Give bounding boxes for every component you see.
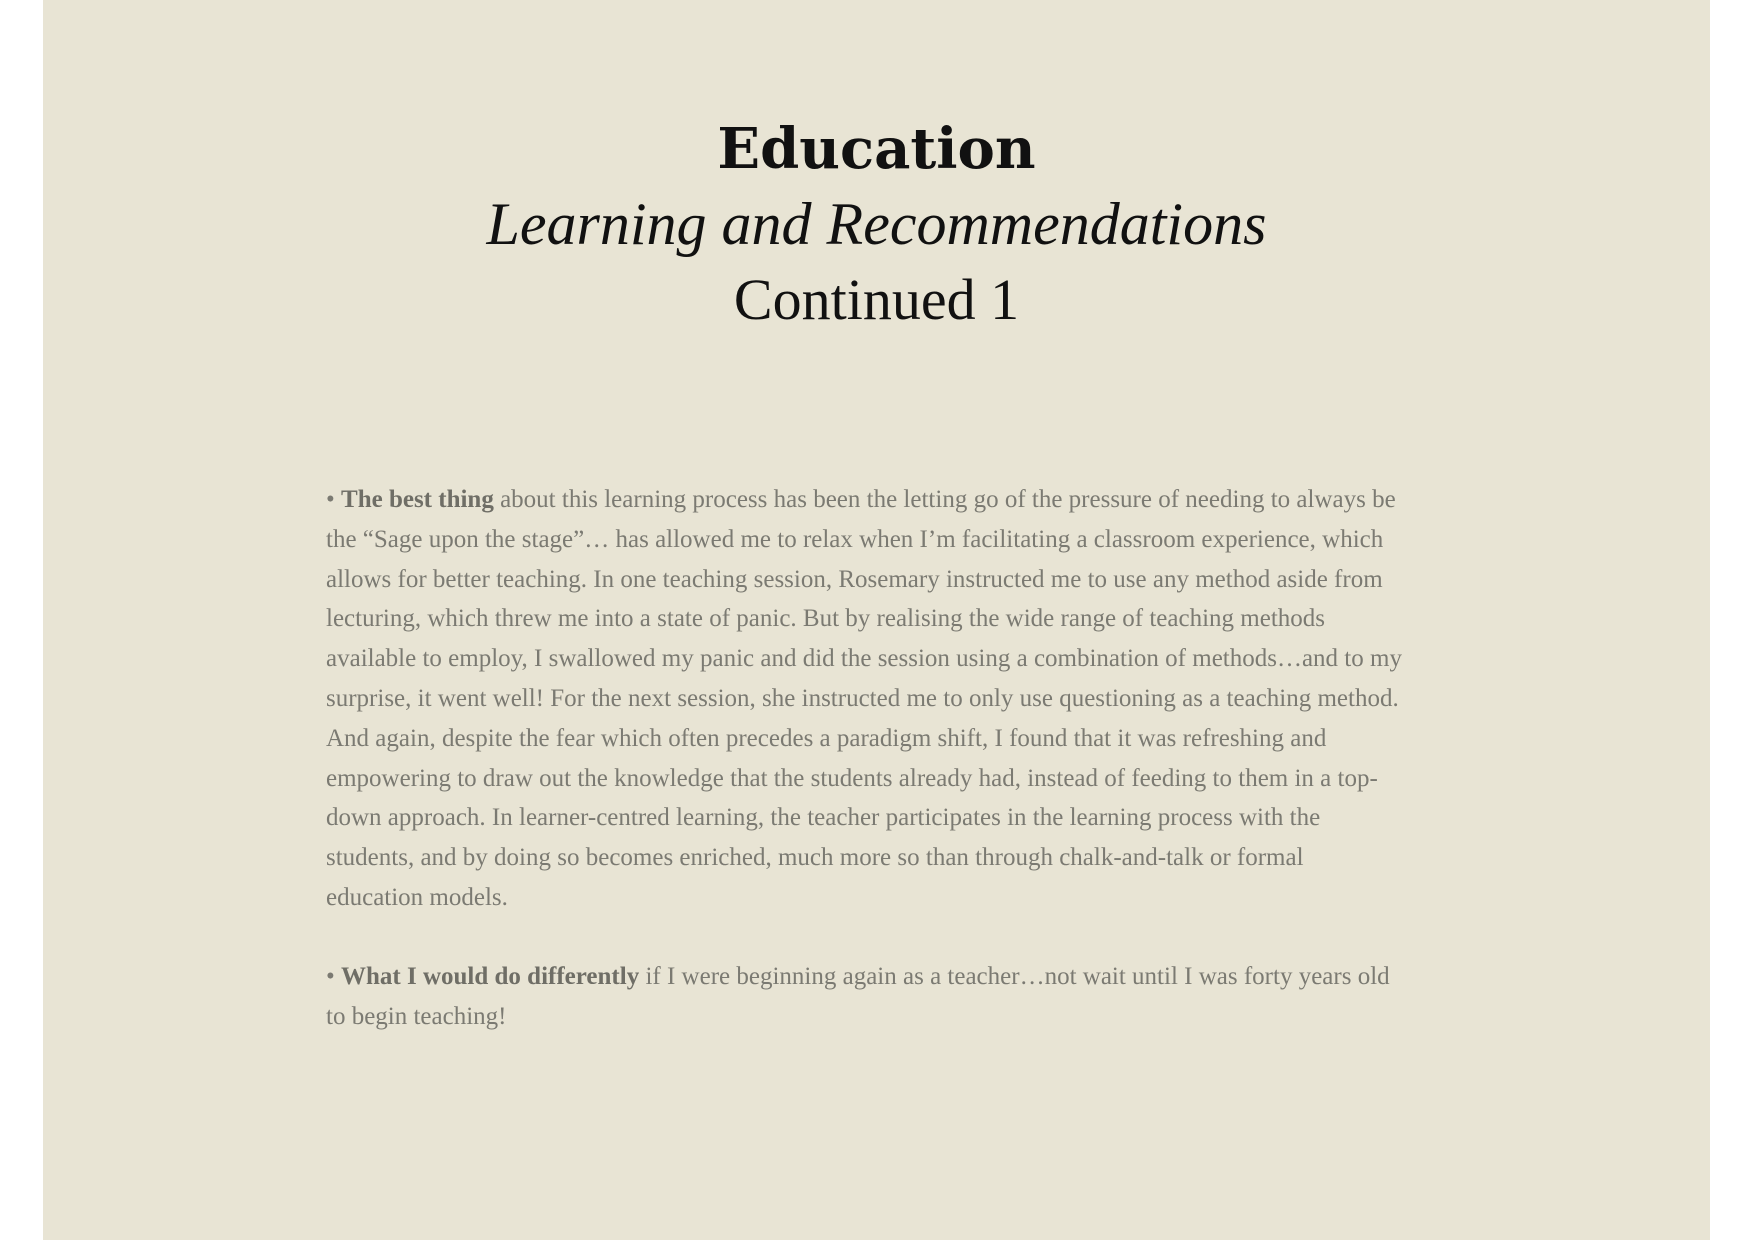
page-subtitle: Learning and Recommendations — [486, 191, 1267, 257]
bullet: • — [326, 962, 342, 990]
heading-block — [43, 112, 1710, 337]
paragraph-text: about this learning process has been the letting go of the pressure of needing to always be the “Sage upon the stage”… has allowed me to relax when I’m facilitating a classroom experience, which allows for better teaching. In one teaching session, Rosemary instructed me to use any method aside from lecturing, which threw me into a state of panic. But by realising the wide range of teaching methods available to employ, I swallowed my panic and did the session using a combination of methods…and to my surprise, it went well! For the next session, she instructed me to only use questioning as a teaching method. And again, despite the fear which often precedes a paradigm shift, I found that it was refreshing and empowering to draw out the knowledge that the students already had, instead of feeding to them in a top-down approach. In learner-centred learning, the teacher participates in the learning process with the students, and by doing so becomes enriched, much more so than through chalk-and-talk or formal education models. — [326, 486, 1402, 911]
paragraph-text: if I were beginning again as a teacher…not wait until I was forty years old to begin teaching! — [326, 962, 1390, 1030]
paragraph-lead: The best thing — [341, 486, 494, 513]
body-text — [326, 480, 1406, 1075]
continuation-label: Continued 1 — [733, 267, 1020, 332]
page-title: Education — [717, 116, 1036, 182]
paragraph-do-differently — [326, 957, 1406, 1037]
document-page — [43, 0, 1710, 1240]
paragraph-best-thing — [326, 480, 1406, 918]
paragraph-lead: What I would do differently — [341, 962, 640, 990]
bullet: • — [326, 486, 342, 513]
